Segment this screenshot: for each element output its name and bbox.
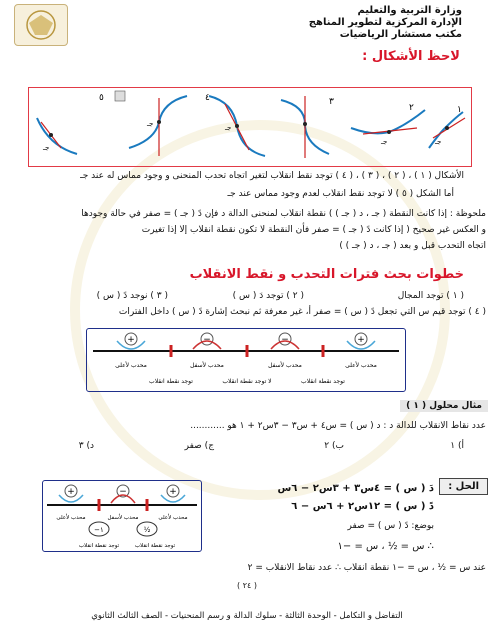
point-label-1: جـ [435,138,442,146]
interval-label-3: محدب لأسفل [268,362,302,369]
ministry-logo [14,4,68,46]
sign-3: − [281,335,289,345]
interval-label-1: محدب لأعلى [115,362,147,369]
footer: التفاضل و التكامل - الوحدة الثالثة - سلوك الدالة و رسم المنحنيات - الصف الثالث الثانوي [91,611,403,621]
step-1: ( ١ ) توجد المجال [397,291,464,301]
step-2: ( ٢ ) توجد دَ ( س ) [232,291,304,301]
small-sign-diagram [42,480,202,552]
note-line-2: و العكس غير صحيح ( إذا كانت دً ( جـ ) = صفر فأن النقطة لا تكون نقطة انقلاب إلا إذا تغيرت [141,225,486,235]
choice-c[interactable]: ج) صفر [184,441,214,451]
point-label-5: جـ [43,144,50,152]
solution-line-2: دً ( س ) = ١٢س٢ + ٦س − ٦ [291,501,434,512]
sign-2: − [203,335,211,345]
interval-label-2: محدب لأسفل [190,362,224,369]
header [309,5,462,41]
small-label-3: محدب لأعلى [158,515,188,521]
small-sign-1: + [67,487,75,497]
small-note-2: توجد نقطة انقلاب [134,543,176,549]
sign-1: + [127,335,135,345]
small-label-1: محدب لأعلى [56,515,86,521]
eagle-icon [15,5,67,45]
example-question: عدد نقاط الانقلاب للدالة د : د ( س ) = س٤ + س٣ − ٣س٢ + ١ هو ............ [190,421,486,431]
choice-a[interactable]: أ) ١ [450,441,464,451]
figure-number-1: ١ [457,105,462,115]
point-note-2: لا توجد نقطة انقلاب [222,378,272,385]
point-label-3: جـ [225,124,232,132]
example-title: مثال محلول ( ١ ) [400,400,488,412]
solution-line-3: بوضع: دً ( س ) = صفر [347,521,434,531]
paragraph-2: أما الشكل ( ٥ ) لا توجد نقط انقلاب لعدم وجود مماس عند جـ [227,189,454,199]
small-note-1: توجد نقطة انقلاب [78,543,120,549]
small-sign-2: − [119,487,127,497]
paragraph-1: الأشكال ( ١ ) ، ( ٢ ) ، ( ٣ ) ، ( ٤ ) توجد نقط انقلاب لتغير اتجاه تحدب المنحنى و وجود مماس له عند جـ [80,171,464,181]
sign-line-diagram [86,328,406,392]
figure-number-4: ٤ [205,93,210,103]
header-line3: مكتب مستشار الرياضيات [339,29,462,40]
point-note-3: توجد نقطة انقلاب [301,378,345,385]
choice-b[interactable]: ب) ٢ [324,441,344,451]
point-label-4: جـ [147,120,154,128]
note-line-1: ملحوظة : إذا كانت النقطة ( جـ ، د ( جـ ) ) نقطة انقلاب لمنحنى الدالة د فإن دً ( جـ ) = صفر في حالة وجودها [81,209,486,219]
step-4: ( ٤ ) توجد قيم س التي تجعل دً ( س ) = صفر أ، غير معرفة ثم نبحث إشارة دً ( س ) داخل الفترات [118,307,486,317]
small-sign-3: + [169,487,177,497]
small-graph-icon [115,91,125,101]
point-note-1: توجد نقطة انقلاب [149,378,193,385]
solution-line-4: ∴ س = ½ ، س = −١ [337,541,434,552]
figures-box [28,87,472,167]
figure-number-3: ٣ [329,97,334,107]
header-line1: وزارة التربية والتعليم [357,5,462,16]
interval-label-4: محدب لأعلى [345,362,377,369]
solution-label: الحل : [439,478,488,495]
solution-line-1: دَ ( س ) = ٤س٣ + ٣س٢ − ٦س [277,483,434,494]
figure-number-2: ٢ [409,103,414,113]
small-label-2: محدب لأسفل [107,515,139,521]
page-number: ( ٢٤ ) [237,581,257,590]
note-line-3: اتجاه التحدب قبل و بعد ( جـ ، د ( جـ ) ) [339,241,486,251]
choice-d[interactable]: د) ٣ [78,441,94,451]
observe-title: لاحظ الأشكال : [362,49,460,64]
point-b-value: ½ [143,526,151,534]
inflection-figures [29,88,471,166]
point-a-value: −١ [94,526,104,534]
solution-line-5: عند س = ½ ، س = −١ نقطة انقلاب ∴ عدد نقاط الانقلاب = ٢ [247,563,486,573]
point-label-2: جـ [381,138,388,146]
steps-title: خطوات بحث فترات التحدب و نقط الانقلاب [189,267,464,282]
header-line2: الإدارة المركزية لتطوير المناهج [308,17,462,28]
figure-number-5: ٥ [99,93,104,103]
sign-4: + [357,335,365,345]
step-3: ( ٣ ) نوجد دً ( س ) [96,291,168,301]
curve-2 [351,110,425,133]
